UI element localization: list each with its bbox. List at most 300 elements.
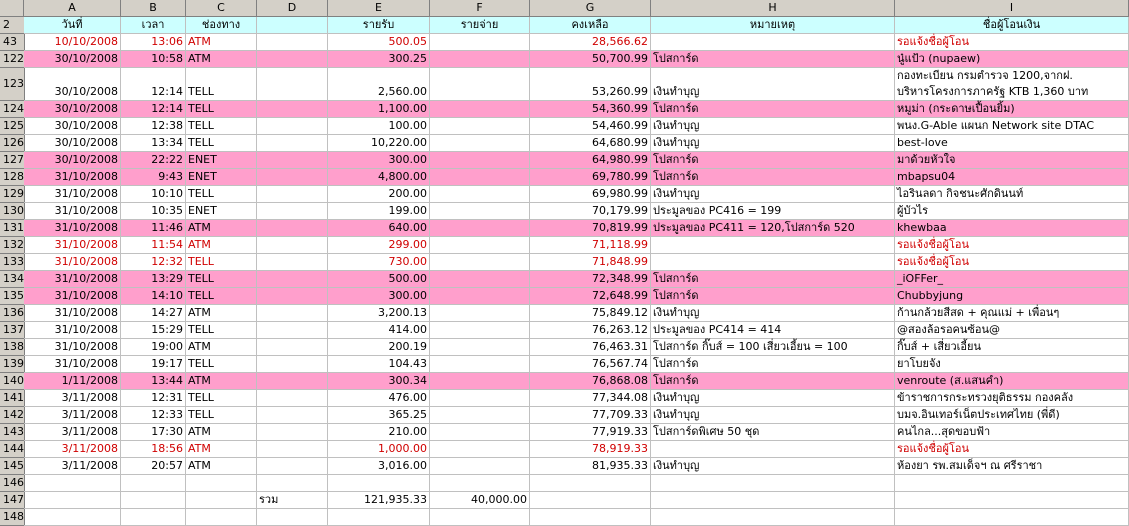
cell-i[interactable]: ไอรินลดา กิจชนะศักดินนท์ (895, 186, 1129, 203)
cell-b[interactable]: 13:44 (121, 373, 186, 390)
cell-i[interactable]: best-love (895, 135, 1129, 152)
cell-e[interactable]: 300.34 (328, 373, 430, 390)
column-header-b[interactable]: B (121, 0, 186, 17)
cell-e[interactable]: 10,220.00 (328, 135, 430, 152)
cell-f[interactable] (430, 68, 530, 101)
cell-a[interactable]: 31/10/2008 (24, 169, 121, 186)
row-header[interactable]: 139 (0, 356, 25, 373)
cell-d[interactable] (257, 203, 328, 220)
column-header-g[interactable]: G (530, 0, 651, 17)
cell-g[interactable]: 77,709.33 (530, 407, 651, 424)
cell-d[interactable] (257, 373, 328, 390)
column-header-c[interactable]: C (186, 0, 257, 17)
cell-h[interactable]: โปสการ์ด (651, 101, 895, 118)
column-header-f[interactable]: F (430, 0, 530, 17)
header-cell[interactable]: ช่องทาง (186, 17, 257, 34)
cell-g[interactable]: 76,463.31 (530, 339, 651, 356)
cell-c[interactable]: ATM (186, 424, 257, 441)
cell-a[interactable]: 30/10/2008 (24, 118, 121, 135)
cell-a[interactable]: 31/10/2008 (24, 339, 121, 356)
cell-e[interactable]: 104.43 (328, 356, 430, 373)
cell-f[interactable] (430, 373, 530, 390)
cell-f[interactable] (430, 152, 530, 169)
row-header[interactable]: 129 (0, 186, 25, 203)
row-header[interactable]: 125 (0, 118, 25, 135)
row-header[interactable]: 148 (0, 509, 25, 526)
cell-h[interactable]: โปสการ์ด (651, 271, 895, 288)
cell-c[interactable]: TELL (186, 271, 257, 288)
cell-b[interactable]: 9:43 (121, 169, 186, 186)
cell-b[interactable]: 19:17 (121, 356, 186, 373)
cell-c[interactable]: TELL (186, 118, 257, 135)
cell-a[interactable]: 1/11/2008 (24, 373, 121, 390)
cell-c[interactable]: ATM (186, 220, 257, 237)
cell-d[interactable] (257, 356, 328, 373)
cell-h[interactable]: เงินทำบุญ (651, 186, 895, 203)
cell-h[interactable] (651, 237, 895, 254)
cell-f[interactable] (430, 254, 530, 271)
row-header[interactable]: 141 (0, 390, 25, 407)
cell-a[interactable]: 31/10/2008 (24, 220, 121, 237)
cell-g[interactable]: 76,868.08 (530, 373, 651, 390)
cell-f[interactable] (430, 34, 530, 51)
cell-g[interactable]: 53,260.99 (530, 68, 651, 101)
row-header[interactable]: 130 (0, 203, 25, 220)
cell-g[interactable]: 54,360.99 (530, 101, 651, 118)
cell-e[interactable]: 476.00 (328, 390, 430, 407)
cell-f[interactable] (430, 118, 530, 135)
cell-e[interactable]: 640.00 (328, 220, 430, 237)
header-cell[interactable] (257, 17, 328, 34)
cell-a[interactable]: 30/10/2008 (24, 135, 121, 152)
row-header[interactable]: 127 (0, 152, 25, 169)
cell-f[interactable] (430, 424, 530, 441)
cell-b[interactable] (121, 475, 186, 492)
cell-f[interactable] (430, 237, 530, 254)
cell-e[interactable]: 199.00 (328, 203, 430, 220)
cell-i[interactable]: ก้านกล้วยสีสด + คุณแม่ + เพื่อนๆ (895, 305, 1129, 322)
cell-b[interactable]: 15:29 (121, 322, 186, 339)
row-header[interactable]: 145 (0, 458, 25, 475)
cell-c[interactable]: ATM (186, 34, 257, 51)
cell-g[interactable]: 50,700.99 (530, 51, 651, 68)
cell-d[interactable] (257, 288, 328, 305)
cell-e[interactable]: 730.00 (328, 254, 430, 271)
cell-f[interactable] (430, 475, 530, 492)
cell-d[interactable] (257, 118, 328, 135)
cell-c[interactable]: TELL (186, 101, 257, 118)
cell-h[interactable] (651, 254, 895, 271)
cell-b[interactable]: 14:27 (121, 305, 186, 322)
header-cell[interactable]: หมายเหตุ (651, 17, 895, 34)
cell-f[interactable] (430, 220, 530, 237)
cell-f[interactable] (430, 441, 530, 458)
cell-c[interactable]: ATM (186, 441, 257, 458)
cell-c[interactable]: TELL (186, 186, 257, 203)
cell-f[interactable] (430, 101, 530, 118)
cell-h[interactable]: โปสการ์ด (651, 373, 895, 390)
cell-e[interactable]: 4,800.00 (328, 169, 430, 186)
cell-a[interactable]: 31/10/2008 (24, 254, 121, 271)
cell-d[interactable] (257, 407, 328, 424)
cell-i[interactable]: mbapsu04 (895, 169, 1129, 186)
cell-h[interactable]: เงินทำบุญ (651, 118, 895, 135)
cell-h[interactable]: เงินทำบุญ (651, 407, 895, 424)
cell-d[interactable] (257, 509, 328, 526)
row-header[interactable]: 134 (0, 271, 25, 288)
row-header[interactable]: 144 (0, 441, 25, 458)
cell-b[interactable]: 18:56 (121, 441, 186, 458)
cell-c[interactable]: TELL (186, 68, 257, 101)
cell-c[interactable]: TELL (186, 254, 257, 271)
row-header[interactable]: 43 (0, 34, 25, 51)
cell-g[interactable] (530, 492, 651, 509)
cell-h[interactable]: โปสการ์ดพิเศษ 50 ชุด (651, 424, 895, 441)
cell-c[interactable]: TELL (186, 390, 257, 407)
cell-i[interactable]: ผู้บัวไร (895, 203, 1129, 220)
cell-d[interactable] (257, 441, 328, 458)
cell-a[interactable]: 31/10/2008 (24, 271, 121, 288)
cell-i[interactable]: @สองล้อรอคนซ้อน@ (895, 322, 1129, 339)
row-header[interactable]: 2 (0, 17, 25, 34)
cell-b[interactable]: 14:10 (121, 288, 186, 305)
cell-f[interactable] (430, 390, 530, 407)
cell-f[interactable] (430, 305, 530, 322)
row-header[interactable]: 146 (0, 475, 25, 492)
cell-a[interactable]: 31/10/2008 (24, 288, 121, 305)
header-cell[interactable]: วันที่ (24, 17, 121, 34)
cell-f[interactable] (430, 288, 530, 305)
cell-b[interactable]: 10:10 (121, 186, 186, 203)
cell-d[interactable] (257, 34, 328, 51)
header-cell[interactable]: ชื่อผู้โอนเงิน (895, 17, 1129, 34)
cell-e[interactable]: 414.00 (328, 322, 430, 339)
column-header-h[interactable]: H (651, 0, 895, 17)
cell-h[interactable]: ประมูลของ PC416 = 199 (651, 203, 895, 220)
cell-g[interactable]: 78,919.33 (530, 441, 651, 458)
cell-h[interactable]: โปสการ์ด (651, 169, 895, 186)
cell-b[interactable]: 10:58 (121, 51, 186, 68)
cell-a[interactable]: 30/10/2008 (24, 51, 121, 68)
cell-d[interactable] (257, 152, 328, 169)
cell-f[interactable] (430, 356, 530, 373)
header-cell[interactable]: คงเหลือ (530, 17, 651, 34)
cell-d[interactable]: รวม (257, 492, 328, 509)
cell-h[interactable]: เงินทำบุญ (651, 390, 895, 407)
cell-i[interactable]: รอแจ้งชื่อผู้โอน (895, 34, 1129, 51)
cell-c[interactable]: ATM (186, 373, 257, 390)
row-header[interactable]: 132 (0, 237, 25, 254)
cell-d[interactable] (257, 51, 328, 68)
cell-i[interactable] (895, 509, 1129, 526)
cell-e[interactable]: 300.00 (328, 288, 430, 305)
cell-a[interactable]: 31/10/2008 (24, 237, 121, 254)
cell-g[interactable]: 71,848.99 (530, 254, 651, 271)
cell-i[interactable]: รอแจ้งชื่อผู้โอน (895, 441, 1129, 458)
cell-e[interactable]: 121,935.33 (328, 492, 430, 509)
cell-i[interactable]: หมูม่า (กระดาษเปื้อนยิ้ม) (895, 101, 1129, 118)
cell-h[interactable]: โปสการ์ด (651, 356, 895, 373)
cell-i[interactable] (895, 492, 1129, 509)
cell-d[interactable] (257, 135, 328, 152)
cell-g[interactable]: 54,460.99 (530, 118, 651, 135)
cell-b[interactable]: 19:00 (121, 339, 186, 356)
cell-e[interactable]: 3,200.13 (328, 305, 430, 322)
cell-f[interactable] (430, 203, 530, 220)
cell-f[interactable] (430, 339, 530, 356)
cell-g[interactable]: 76,567.74 (530, 356, 651, 373)
cell-g[interactable] (530, 475, 651, 492)
cell-c[interactable]: TELL (186, 407, 257, 424)
cell-g[interactable] (530, 509, 651, 526)
cell-c[interactable]: ATM (186, 458, 257, 475)
cell-b[interactable]: 13:29 (121, 271, 186, 288)
cell-b[interactable]: 12:38 (121, 118, 186, 135)
cell-g[interactable]: 75,849.12 (530, 305, 651, 322)
cell-h[interactable]: โปสการ์ด (651, 51, 895, 68)
cell-g[interactable]: 64,680.99 (530, 135, 651, 152)
cell-e[interactable]: 1,100.00 (328, 101, 430, 118)
row-header[interactable]: 126 (0, 135, 25, 152)
cell-e[interactable]: 2,560.00 (328, 68, 430, 101)
column-header-e[interactable]: E (328, 0, 430, 17)
cell-h[interactable]: โปสการ์ด (651, 288, 895, 305)
cell-b[interactable]: 10:35 (121, 203, 186, 220)
row-header[interactable]: 123 (0, 68, 25, 101)
cell-c[interactable]: TELL (186, 322, 257, 339)
cell-f[interactable] (430, 271, 530, 288)
column-header-d[interactable]: D (257, 0, 328, 17)
cell-f[interactable] (430, 509, 530, 526)
cell-i[interactable]: กิ๊บส์ + เสี่ยวเอี้ยน (895, 339, 1129, 356)
cell-h[interactable] (651, 475, 895, 492)
cell-a[interactable]: 3/11/2008 (24, 424, 121, 441)
select-all-corner[interactable] (0, 0, 24, 17)
cell-e[interactable]: 500.05 (328, 34, 430, 51)
cell-i[interactable]: รอแจ้งชื่อผู้โอน (895, 237, 1129, 254)
cell-f[interactable] (430, 407, 530, 424)
cell-d[interactable] (257, 186, 328, 203)
cell-a[interactable] (24, 509, 121, 526)
cell-c[interactable]: ATM (186, 305, 257, 322)
row-header[interactable]: 142 (0, 407, 25, 424)
cell-h[interactable] (651, 34, 895, 51)
cell-d[interactable] (257, 339, 328, 356)
cell-i[interactable]: khewbaa (895, 220, 1129, 237)
cell-d[interactable] (257, 322, 328, 339)
row-header[interactable]: 133 (0, 254, 25, 271)
cell-e[interactable]: 210.00 (328, 424, 430, 441)
cell-d[interactable] (257, 458, 328, 475)
cell-a[interactable]: 10/10/2008 (24, 34, 121, 51)
cell-d[interactable] (257, 424, 328, 441)
cell-b[interactable]: 12:32 (121, 254, 186, 271)
row-header[interactable]: 131 (0, 220, 25, 237)
cell-g[interactable]: 64,980.99 (530, 152, 651, 169)
cell-d[interactable] (257, 271, 328, 288)
cell-f[interactable] (430, 186, 530, 203)
cell-i[interactable]: รอแจ้งชื่อผู้โอน (895, 254, 1129, 271)
row-header[interactable]: 136 (0, 305, 25, 322)
cell-h[interactable]: โปสการ์ด (651, 152, 895, 169)
cell-h[interactable] (651, 441, 895, 458)
cell-d[interactable] (257, 237, 328, 254)
cell-d[interactable] (257, 475, 328, 492)
cell-e[interactable]: 3,016.00 (328, 458, 430, 475)
cell-e[interactable]: 200.19 (328, 339, 430, 356)
cell-a[interactable]: 3/11/2008 (24, 441, 121, 458)
cell-d[interactable] (257, 390, 328, 407)
cell-a[interactable]: 3/11/2008 (24, 390, 121, 407)
cell-i[interactable]: พนง.G-Able แผนก Network site DTAC (895, 118, 1129, 135)
cell-a[interactable]: 30/10/2008 (24, 101, 121, 118)
row-header[interactable]: 138 (0, 339, 25, 356)
row-header[interactable]: 143 (0, 424, 25, 441)
cell-i[interactable]: Chubbyjung (895, 288, 1129, 305)
cell-a[interactable]: 3/11/2008 (24, 407, 121, 424)
cell-f[interactable] (430, 458, 530, 475)
cell-b[interactable]: 12:14 (121, 101, 186, 118)
cell-g[interactable]: 70,179.99 (530, 203, 651, 220)
cell-b[interactable]: 20:57 (121, 458, 186, 475)
cell-d[interactable] (257, 254, 328, 271)
row-header[interactable]: 124 (0, 101, 25, 118)
cell-b[interactable]: 17:30 (121, 424, 186, 441)
cell-i[interactable]: นู๋แป้ว (nupaew) (895, 51, 1129, 68)
cell-h[interactable] (651, 492, 895, 509)
cell-c[interactable] (186, 509, 257, 526)
cell-i[interactable] (895, 68, 1129, 101)
cell-e[interactable]: 300.00 (328, 152, 430, 169)
cell-i[interactable]: มาด้วยหัวใจ (895, 152, 1129, 169)
cell-i[interactable]: คนไกล...สุดขอบฟ้า (895, 424, 1129, 441)
cell-f[interactable]: 40,000.00 (430, 492, 530, 509)
cell-a[interactable]: 30/10/2008 (24, 152, 121, 169)
cell-g[interactable]: 70,819.99 (530, 220, 651, 237)
column-header-a[interactable]: A (24, 0, 121, 17)
cell-e[interactable]: 299.00 (328, 237, 430, 254)
cell-c[interactable]: ATM (186, 237, 257, 254)
cell-a[interactable]: 30/10/2008 (24, 68, 121, 101)
cell-g[interactable]: 76,263.12 (530, 322, 651, 339)
cell-g[interactable]: 69,780.99 (530, 169, 651, 186)
cell-h[interactable]: เงินทำบุญ (651, 458, 895, 475)
cell-i[interactable]: ข้าราชการกระทรวงยุติธรรม กองคลัง (895, 390, 1129, 407)
cell-f[interactable] (430, 322, 530, 339)
cell-g[interactable]: 81,935.33 (530, 458, 651, 475)
cell-g[interactable]: 72,648.99 (530, 288, 651, 305)
cell-g[interactable]: 77,344.08 (530, 390, 651, 407)
cell-h[interactable]: เงินทำบุญ (651, 305, 895, 322)
cell-i[interactable] (895, 475, 1129, 492)
cell-b[interactable]: 11:46 (121, 220, 186, 237)
cell-c[interactable]: TELL (186, 356, 257, 373)
cell-g[interactable]: 71,118.99 (530, 237, 651, 254)
cell-b[interactable] (121, 492, 186, 509)
cell-e[interactable]: 200.00 (328, 186, 430, 203)
cell-g[interactable]: 72,348.99 (530, 271, 651, 288)
cell-e[interactable] (328, 475, 430, 492)
cell-d[interactable] (257, 220, 328, 237)
cell-i[interactable]: ยาโบยจัง (895, 356, 1129, 373)
cell-f[interactable] (430, 51, 530, 68)
cell-a[interactable] (24, 492, 121, 509)
row-header[interactable]: 137 (0, 322, 25, 339)
cell-b[interactable]: 13:34 (121, 135, 186, 152)
cell-b[interactable] (121, 509, 186, 526)
cell-d[interactable] (257, 101, 328, 118)
header-cell[interactable]: รายจ่าย (430, 17, 530, 34)
cell-a[interactable]: 31/10/2008 (24, 356, 121, 373)
header-cell[interactable]: รายรับ (328, 17, 430, 34)
cell-b[interactable]: 22:22 (121, 152, 186, 169)
cell-b[interactable]: 12:14 (121, 68, 186, 101)
cell-g[interactable]: 69,980.99 (530, 186, 651, 203)
cell-h[interactable]: ประมูลของ PC411 = 120,โปสการ์ด 520 (651, 220, 895, 237)
row-header[interactable]: 135 (0, 288, 25, 305)
cell-c[interactable]: TELL (186, 288, 257, 305)
cell-c[interactable]: ATM (186, 339, 257, 356)
row-header[interactable]: 147 (0, 492, 25, 509)
cell-i[interactable]: venroute (ส.แสนคำ) (895, 373, 1129, 390)
cell-f[interactable] (430, 169, 530, 186)
cell-h[interactable]: เงินทำบุญ (651, 135, 895, 152)
cell-a[interactable]: 31/10/2008 (24, 203, 121, 220)
cell-h[interactable] (651, 509, 895, 526)
cell-i[interactable]: บมจ.อินเทอร์เน็ตประเทศไทย (พี่ดี) (895, 407, 1129, 424)
row-header[interactable]: 140 (0, 373, 25, 390)
cell-e[interactable]: 1,000.00 (328, 441, 430, 458)
cell-c[interactable]: ENET (186, 152, 257, 169)
cell-b[interactable]: 12:33 (121, 407, 186, 424)
column-header-i[interactable]: I (895, 0, 1129, 17)
cell-h[interactable]: ประมูลของ PC414 = 414 (651, 322, 895, 339)
cell-a[interactable]: 31/10/2008 (24, 186, 121, 203)
cell-c[interactable]: ATM (186, 51, 257, 68)
cell-e[interactable]: 365.25 (328, 407, 430, 424)
cell-c[interactable] (186, 475, 257, 492)
cell-c[interactable]: ENET (186, 169, 257, 186)
cell-b[interactable]: 12:31 (121, 390, 186, 407)
cell-c[interactable]: ENET (186, 203, 257, 220)
cell-i[interactable]: ห้องยา รพ.สมเด็จฯ ณ ศรีราชา (895, 458, 1129, 475)
cell-d[interactable] (257, 68, 328, 101)
cell-a[interactable]: 3/11/2008 (24, 458, 121, 475)
cell-b[interactable]: 13:06 (121, 34, 186, 51)
cell-e[interactable]: 100.00 (328, 118, 430, 135)
cell-d[interactable] (257, 169, 328, 186)
cell-a[interactable]: 31/10/2008 (24, 322, 121, 339)
row-header[interactable]: 122 (0, 51, 25, 68)
cell-d[interactable] (257, 305, 328, 322)
cell-e[interactable] (328, 509, 430, 526)
cell-e[interactable]: 300.25 (328, 51, 430, 68)
cell-h[interactable]: โปสการ์ด กิ๊บส์ = 100 เสี่ยวเอี้ยน = 100 (651, 339, 895, 356)
cell-a[interactable]: 31/10/2008 (24, 305, 121, 322)
cell-g[interactable]: 28,566.62 (530, 34, 651, 51)
cell-c[interactable] (186, 492, 257, 509)
cell-a[interactable] (24, 475, 121, 492)
cell-e[interactable]: 500.00 (328, 271, 430, 288)
cell-i[interactable]: _iOFFer_ (895, 271, 1129, 288)
cell-f[interactable] (430, 135, 530, 152)
row-header[interactable]: 128 (0, 169, 25, 186)
header-cell[interactable]: เวลา (121, 17, 186, 34)
cell-h[interactable]: เงินทำบุญ (651, 68, 895, 101)
cell-c[interactable]: TELL (186, 135, 257, 152)
cell-b[interactable]: 11:54 (121, 237, 186, 254)
cell-g[interactable]: 77,919.33 (530, 424, 651, 441)
